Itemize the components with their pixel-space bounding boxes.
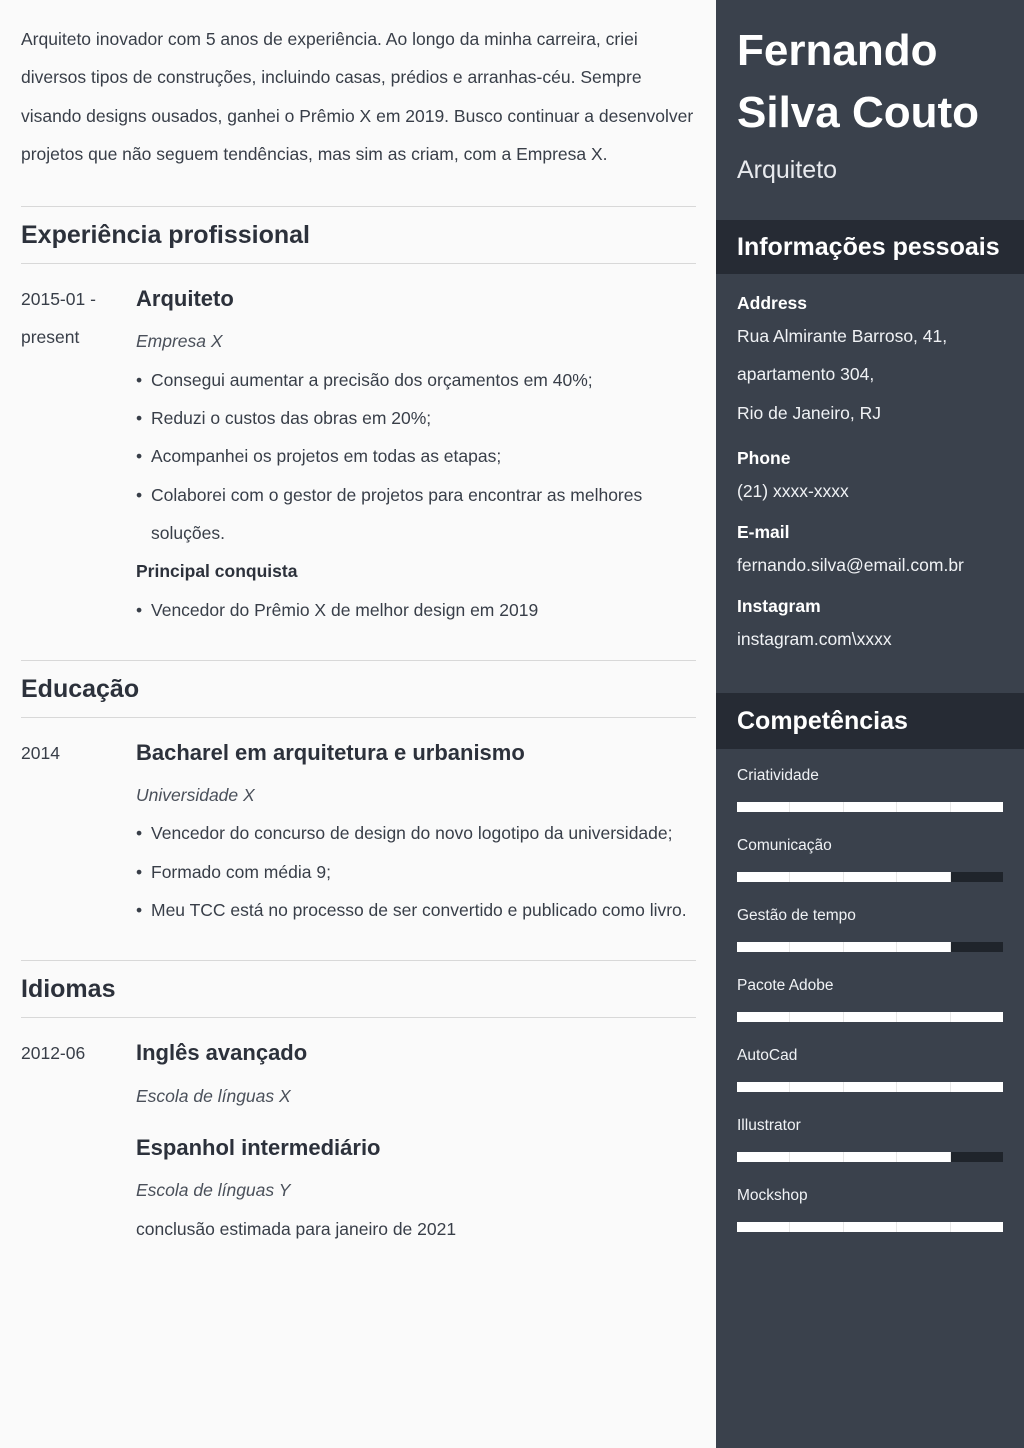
skill-item	[737, 759, 1003, 829]
skill-level-segment	[790, 942, 843, 952]
skill-level-segment	[951, 1222, 1003, 1232]
skill-level-bar	[737, 1222, 1003, 1232]
profile-summary: Arquiteto inovador com 5 anos de experiência. Ao longo da minha carreira, criei diversos tipos de construções, incluindo casas, prédios e arranhas-céu. Sempre visando designs ousados, ganhei o Prêmio X em 2019. Busco continuar a desenvolver projetos que não seguem tendências, mas sim as criam, com a Empresa X.	[21, 29, 694, 164]
experience-date: 2015-01 - present	[21, 289, 96, 348]
skill-name: Gestão de tempo	[737, 906, 856, 924]
candidate-name	[737, 20, 1004, 144]
language-name: Espanhol intermediário	[136, 1134, 381, 1160]
skill-name: Comunicação	[737, 836, 832, 854]
main-column	[21, 20, 696, 1248]
address-line: Rua Almirante Barroso, 41,	[737, 326, 948, 346]
skill-level-bar	[737, 1152, 1003, 1162]
skill-level-segment	[790, 1222, 843, 1232]
school-name: Universidade X	[136, 785, 255, 806]
candidate-role: Arquiteto	[737, 156, 838, 184]
skill-level-segment	[737, 1152, 790, 1162]
experience-section	[21, 206, 696, 629]
skill-level-segment	[897, 1012, 950, 1022]
skill-item	[737, 899, 1003, 969]
education-heading: Educação	[21, 661, 696, 718]
skill-level-segment	[897, 1222, 950, 1232]
experience-entry	[21, 264, 696, 629]
skill-level-segment	[951, 1082, 1003, 1092]
skill-level-segment	[951, 1152, 1003, 1162]
skill-level-segment	[951, 1012, 1003, 1022]
skill-level-bar	[737, 942, 1003, 952]
skill-item	[737, 1179, 1003, 1249]
skill-level-segment	[790, 1152, 843, 1162]
list-item: • Colaborei com o gestor de projetos para encontrar as melhores soluções.	[136, 476, 696, 553]
skill-name: Criatividade	[737, 766, 819, 784]
phone-label: Phone	[737, 447, 791, 468]
education-entry	[21, 718, 696, 929]
skill-level-segment	[897, 802, 950, 812]
job-title: Arquiteto	[136, 286, 234, 312]
experience-body	[136, 280, 696, 629]
skill-level-segment	[951, 942, 1003, 952]
education-date: 2014	[21, 742, 60, 763]
skill-name: Mockshop	[737, 1186, 808, 1204]
personal-info-heading: Informações pessoais	[716, 220, 1024, 274]
skill-level-segment	[790, 872, 843, 882]
language-school: Escola de línguas X	[136, 1085, 291, 1106]
skill-level-segment	[897, 942, 950, 952]
skill-level-segment	[844, 1222, 897, 1232]
skill-level-segment	[737, 802, 790, 812]
skill-level-segment	[737, 1012, 790, 1022]
skill-level-segment	[844, 1012, 897, 1022]
skill-level-segment	[737, 942, 790, 952]
list-item: • Reduzi o custos das obras em 20%;	[136, 399, 696, 437]
achievement-bullets	[136, 591, 696, 629]
skill-level-segment	[790, 802, 843, 812]
email-label: E-mail	[737, 522, 790, 543]
achievement-heading: Principal conquista	[136, 561, 298, 582]
list-item: • Formado com média 9;	[136, 853, 696, 891]
skill-item	[737, 969, 1003, 1039]
list-item: • Consegui aumentar a precisão dos orçamentos em 40%;	[136, 361, 696, 399]
address-label: Address	[737, 293, 808, 313]
list-item: • Meu TCC está no processo de ser convertido e publicado como livro.	[136, 891, 696, 929]
skill-level-segment	[737, 872, 790, 882]
language-entry	[21, 1018, 696, 1247]
skill-level-segment	[844, 1082, 897, 1092]
degree-title: Bacharel em arquitetura e urbanismo	[136, 739, 525, 765]
skill-name: Pacote Adobe	[737, 976, 834, 994]
list-item: • Acompanhei os projetos em todas as etapas;	[136, 437, 696, 475]
skill-level-segment	[897, 872, 950, 882]
language-name: Inglês avançado	[136, 1040, 308, 1066]
language-school: Escola de línguas Y	[136, 1180, 291, 1201]
email-value: fernando.silva@email.com.br	[737, 555, 964, 576]
skill-level-segment	[897, 1152, 950, 1162]
skill-level-segment	[737, 1222, 790, 1232]
skill-level-segment	[844, 872, 897, 882]
skills-heading: Competências	[716, 693, 1024, 749]
name-block	[716, 0, 1024, 200]
skill-level-segment	[951, 872, 1003, 882]
skill-level-segment	[790, 1012, 843, 1022]
language-body	[136, 1034, 696, 1247]
language-date: 2012-06	[21, 1043, 86, 1064]
first-name: Fernando	[737, 26, 938, 75]
skill-item	[737, 1039, 1003, 1109]
skills-list	[716, 749, 1024, 1249]
skill-level-segment	[951, 802, 1003, 812]
list-item: • Vencedor do Prêmio X de melhor design em 2019	[136, 591, 696, 629]
address-line: Rio de Janeiro, RJ	[737, 402, 881, 423]
languages-heading: Idiomas	[21, 961, 696, 1018]
languages-section	[21, 960, 696, 1247]
skill-level-segment	[897, 1082, 950, 1092]
skill-level-segment	[844, 942, 897, 952]
skill-level-segment	[737, 1082, 790, 1092]
company-name: Empresa X	[136, 331, 223, 352]
skill-item	[737, 829, 1003, 899]
skill-item	[737, 1109, 1003, 1179]
language-note: conclusão estimada para janeiro de 2021	[136, 1218, 457, 1239]
skill-level-bar	[737, 872, 1003, 882]
instagram-label: Instagram	[737, 596, 821, 617]
skill-level-bar	[737, 1082, 1003, 1092]
skill-level-segment	[844, 1152, 897, 1162]
skill-level-bar	[737, 1012, 1003, 1022]
list-item: • Vencedor do concurso de design do novo logotipo da universidade;	[136, 814, 696, 852]
education-body	[136, 734, 696, 929]
sidebar	[716, 0, 1024, 1448]
skill-level-segment	[844, 802, 897, 812]
skill-level-bar	[737, 802, 1003, 812]
education-bullets	[136, 814, 696, 929]
last-name: Silva Couto	[737, 88, 980, 137]
phone-value: (21) xxxx-xxxx	[737, 480, 849, 501]
address-value	[737, 317, 1003, 432]
instagram-value: instagram.com\xxxx	[737, 629, 892, 650]
skill-name: AutoCad	[737, 1046, 798, 1064]
personal-info-list	[716, 274, 1024, 659]
education-section	[21, 660, 696, 929]
address-line: apartamento 304,	[737, 364, 875, 385]
experience-heading: Experiência profissional	[21, 207, 696, 264]
experience-bullets	[136, 361, 696, 552]
skill-name: Illustrator	[737, 1116, 801, 1134]
skill-level-segment	[790, 1082, 843, 1092]
